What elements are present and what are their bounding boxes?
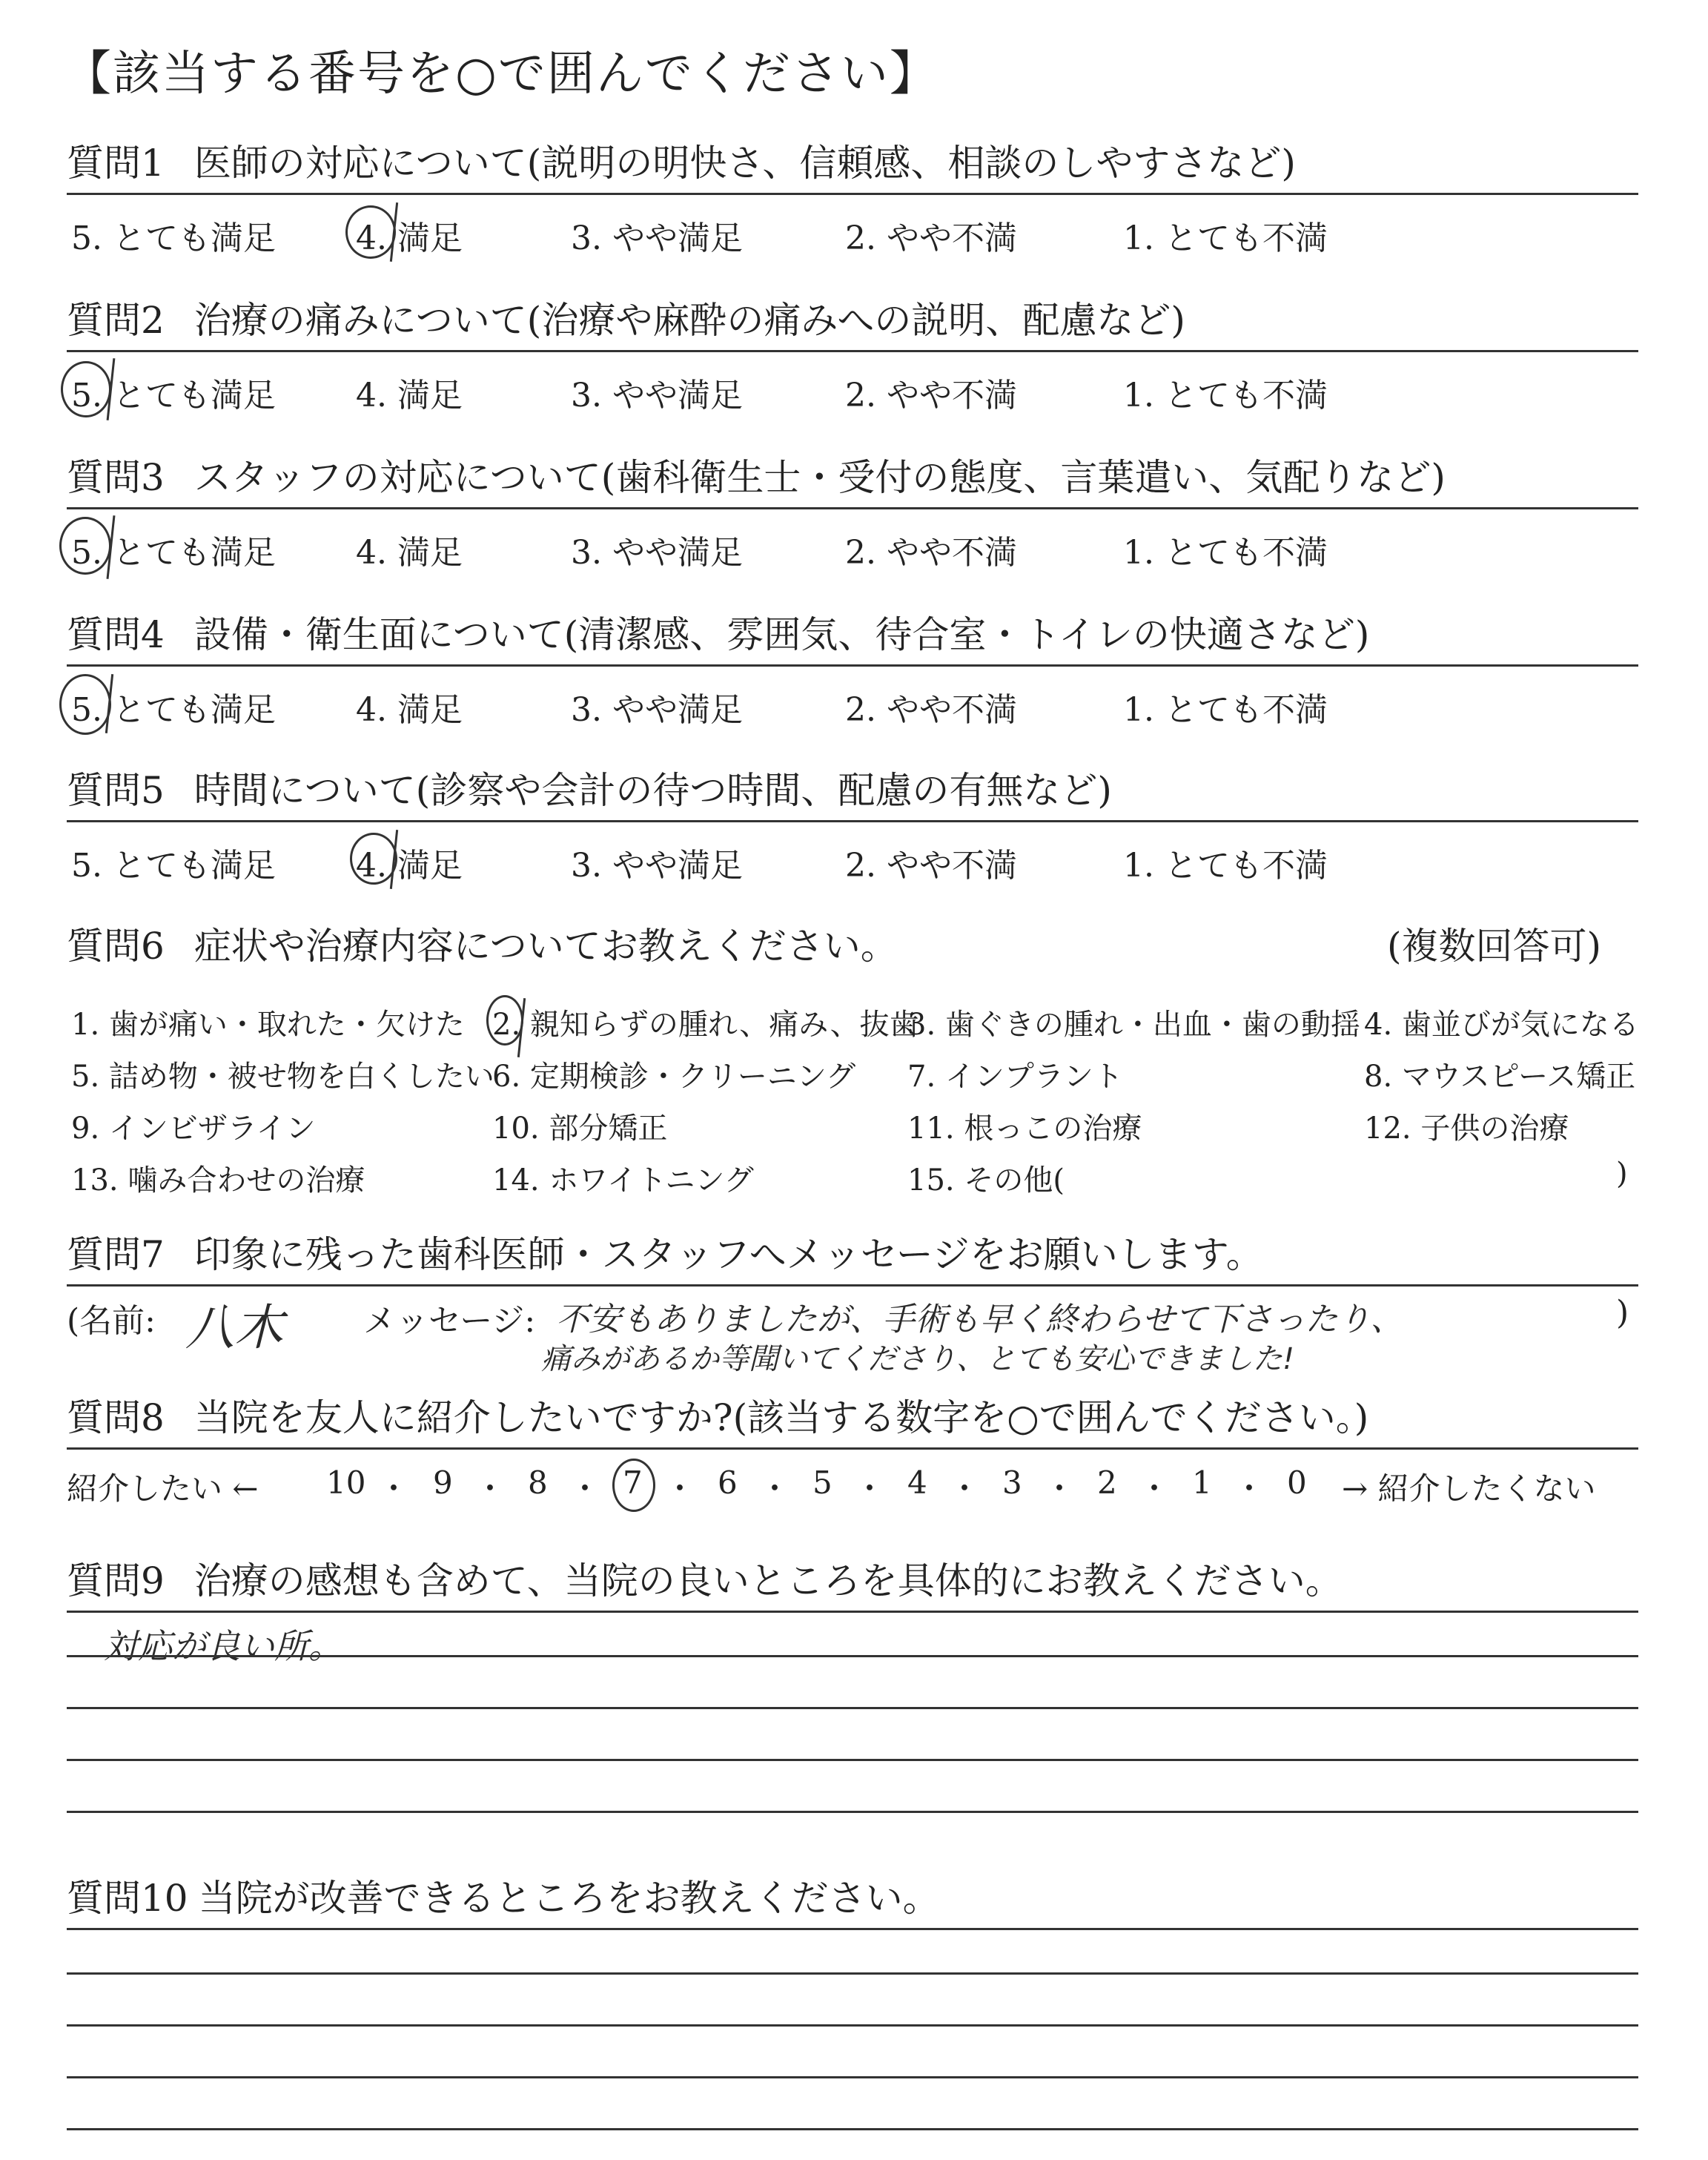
scale-dot: ・ [1139,1470,1171,1507]
selection-circle [350,833,397,885]
scale-dot: ・ [569,1470,601,1507]
scale-2[interactable]: 2 [1097,1464,1117,1501]
answer-line [67,2076,1638,2078]
recommend-scale [67,1450,1638,1516]
option-3[interactable]: 3. やや満足 [571,534,743,572]
handwritten-answer: 対応が良い所。 [104,1626,342,1666]
question-number: 質問7 [67,1233,165,1276]
option-2[interactable]: 2. やや不満 [845,691,1017,729]
question-number: 質問6 [67,925,165,968]
other-close-paren: ) [1616,1157,1628,1191]
rating-options [67,509,1638,576]
question-text: 時間について(診察や会計の待つ時間、配慮の有無など) [193,769,1112,812]
option-4[interactable]: 4. 満足 [356,219,463,257]
question-text: 当院を友人に紹介したいですか?(該当する数字を○で囲んでください。) [193,1396,1369,1439]
option-2[interactable]: 2. やや不満 [845,377,1017,415]
answer-line [67,1655,1638,1657]
treatment-option-5[interactable]: 5. 詰め物・被せ物を白くしたい [71,1060,494,1094]
selection-circle [345,205,396,259]
option-5[interactable]: 5. とても満足 [71,847,276,885]
option-1[interactable]: 1. とても不満 [1123,847,1328,885]
question-10 [67,1869,1638,1930]
treatment-option-8[interactable]: 8. マウスピース矯正 [1364,1060,1636,1094]
rating-options [67,195,1638,262]
question-7 [67,1225,1638,1376]
treatment-option-7[interactable]: 7. インプラント [907,1060,1123,1094]
scale-0[interactable]: 0 [1287,1464,1307,1501]
option-5[interactable]: 5. とても満足 [71,534,276,572]
question-text: 症状や治療内容についてお教えください。 [193,925,898,968]
question-number: 質問3 [67,456,165,499]
scale-dot: ・ [759,1470,791,1507]
question-number: 質問2 [67,299,165,342]
treatment-option-1[interactable]: 1. 歯が痛い・取れた・欠けた [71,1008,465,1042]
handwritten-message-line-1: 不安もありましたが、手術も早く終わらせて下さったり、 [556,1301,1403,1338]
treatment-option-11[interactable]: 11. 根っこの治療 [907,1112,1142,1146]
question-4 [67,605,1638,733]
option-2[interactable]: 2. やや不満 [845,534,1017,572]
selection-circle [486,995,523,1046]
scale-dot: ・ [1044,1470,1076,1507]
option-4[interactable]: 4. 満足 [356,847,463,885]
question-number: 質問10 [67,1877,188,1920]
scale-left-label: 紹介したい ← [67,1470,259,1507]
treatment-option-12[interactable]: 12. 子供の治療 [1364,1112,1569,1146]
question-text: 当院が改善できるところをお教えください。 [198,1877,940,1920]
handwritten-message-line-2: 痛みがあるか等聞いてくださり、とても安心できました! [541,1342,1295,1376]
selection-circle [59,517,111,575]
option-3[interactable]: 3. やや満足 [571,691,743,729]
selection-circle [612,1459,655,1512]
name-label: (名前: [67,1302,156,1340]
scale-5[interactable]: 5 [812,1464,833,1501]
question-8 [67,1388,1638,1516]
option-4[interactable]: 4. 満足 [356,691,463,729]
scale-dot: ・ [378,1470,410,1507]
treatment-options [67,976,1638,1198]
question-5 [67,761,1638,889]
treatment-option-4[interactable]: 4. 歯並びが気になる [1364,1008,1639,1042]
rating-options [67,667,1638,733]
treatment-option-15[interactable]: 15. その他( [907,1163,1065,1198]
treatment-option-10[interactable]: 10. 部分矯正 [492,1112,668,1146]
answer-line [67,1972,1638,1975]
rating-options [67,822,1638,889]
question-text: スタッフの対応について(歯科衛生士・受付の態度、言葉遣い、気配りなど) [193,456,1446,499]
scale-9[interactable]: 9 [433,1464,453,1501]
rating-options [67,352,1638,419]
question-9 [67,1551,1638,1666]
option-1[interactable]: 1. とても不満 [1123,691,1328,729]
message-label: メッセージ: [363,1302,536,1340]
scale-dot: ・ [949,1470,981,1507]
question-text: 治療の痛みについて(治療や麻酔の痛みへの説明、配慮など) [193,299,1185,342]
answer-line [67,1811,1638,1813]
question-number: 質問1 [67,142,165,185]
scale-dot: ・ [474,1470,506,1507]
option-1[interactable]: 1. とても不満 [1123,377,1328,415]
option-3[interactable]: 3. やや満足 [571,847,743,885]
option-3[interactable]: 3. やや満足 [571,377,743,415]
scale-3[interactable]: 3 [1002,1464,1022,1501]
scale-4[interactable]: 4 [907,1464,927,1501]
treatment-option-3[interactable]: 3. 歯ぐきの腫れ・出血・歯の動揺 [907,1008,1360,1042]
question-number: 質問8 [67,1396,165,1439]
option-1[interactable]: 1. とても不満 [1123,534,1328,572]
treatment-option-2[interactable]: 2. 親知らずの腫れ、痛み、抜歯 [492,1008,919,1042]
option-5[interactable]: 5. とても満足 [71,691,276,729]
question-number: 質問4 [67,613,165,656]
treatment-option-6[interactable]: 6. 定期検診・クリーニング [492,1060,856,1094]
question-2 [67,291,1638,419]
option-5[interactable]: 5. とても満足 [71,219,276,257]
question-number: 質問9 [67,1559,165,1602]
multiple-answer-note: (複数回答可) [1386,925,1601,968]
scale-dot: ・ [1234,1470,1265,1507]
treatment-option-9[interactable]: 9. インビザライン [71,1112,316,1146]
question-text: 設備・衛生面について(清潔感、雰囲気、待合室・トイレの快適さなど) [193,613,1370,656]
question-3 [67,448,1638,576]
option-2[interactable]: 2. やや不満 [845,219,1017,257]
option-4[interactable]: 4. 満足 [356,534,463,572]
question-6 [67,916,1638,1198]
scale-10[interactable]: 10 [326,1464,366,1501]
answer-line [67,2024,1638,2027]
selection-circle [61,361,111,417]
question-number: 質問5 [67,769,165,812]
option-3[interactable]: 3. やや満足 [571,219,743,257]
option-2[interactable]: 2. やや不満 [845,847,1017,885]
message-close-paren: ) [1616,1294,1629,1332]
option-1[interactable]: 1. とても不満 [1123,219,1328,257]
scale-6[interactable]: 6 [718,1464,738,1501]
answer-line [67,1759,1638,1761]
question-text: 医師の対応について(説明の明快さ、信頼感、相談のしやすさなど) [193,142,1296,185]
question-1 [67,133,1638,262]
question-text: 印象に残った歯科医師・スタッフへメッセージをお願いします。 [193,1233,1263,1276]
scale-dot: ・ [854,1470,886,1507]
answer-line [67,1707,1638,1709]
scale-8[interactable]: 8 [528,1464,548,1501]
treatment-option-14[interactable]: 14. ホワイトニング [492,1163,754,1198]
question-text: 治療の感想も含めて、当院の良いところを具体的にお教えください。 [193,1559,1343,1602]
message-area [67,1287,1638,1376]
scale-1[interactable]: 1 [1192,1464,1212,1501]
scale-right-label: → 紹介したくない [1342,1470,1596,1507]
scale-7[interactable]: 7 [623,1464,643,1501]
scale-dot: ・ [664,1470,696,1507]
instruction-header: 【該当する番号を○で囲んでください】 [64,47,939,102]
selection-circle [59,674,111,735]
handwritten-name: 八木 [185,1299,283,1356]
answer-line [67,2128,1638,2130]
treatment-option-13[interactable]: 13. 噛み合わせの治療 [71,1163,365,1198]
option-4[interactable]: 4. 満足 [356,377,463,415]
option-5[interactable]: 5. とても満足 [71,377,276,415]
